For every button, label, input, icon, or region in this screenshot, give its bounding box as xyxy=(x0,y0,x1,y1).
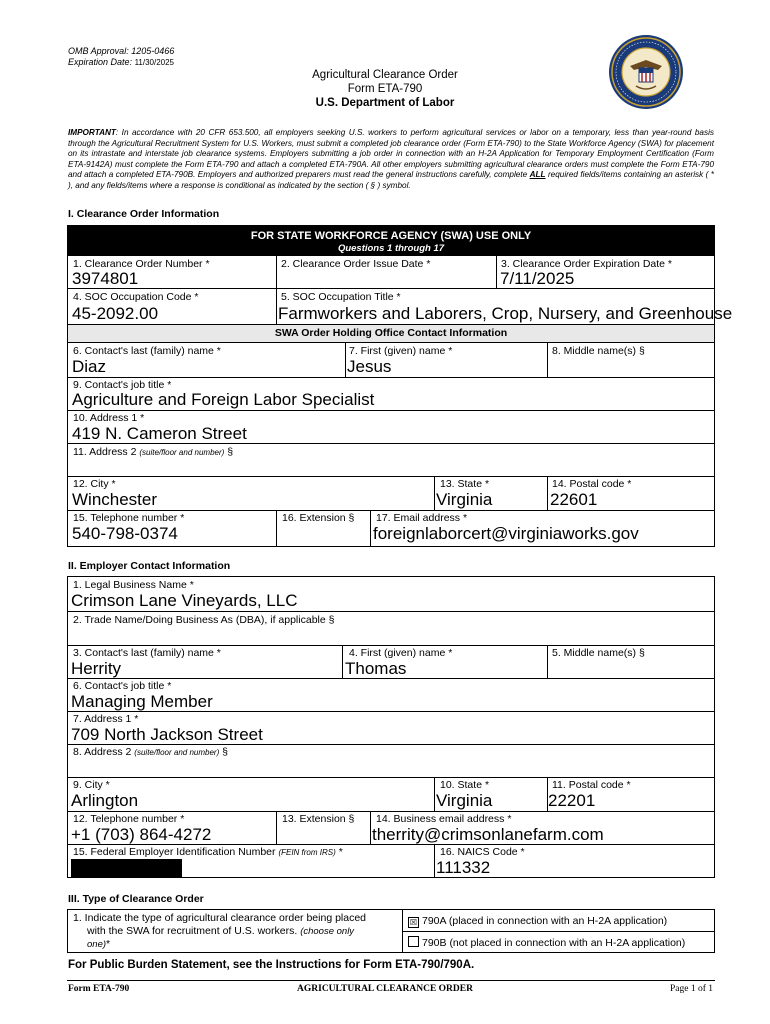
city[interactable]: Winchester xyxy=(72,490,158,509)
soc-code-label: 4. SOC Occupation Code * xyxy=(73,291,199,303)
soc-code[interactable]: 45-2092.00 xyxy=(72,304,159,323)
address1[interactable]: 419 N. Cameron Street xyxy=(72,424,247,443)
issue-date-label: 2. Clearance Order Issue Date * xyxy=(281,258,431,270)
employer-address1-label: 7. Address 1 * xyxy=(73,713,139,725)
employer-job-title-label: 6. Contact's job title * xyxy=(73,680,172,692)
contact-first-name[interactable]: Jesus xyxy=(347,357,392,376)
contact-job-title-label: 9. Contact's job title * xyxy=(73,379,172,391)
employer-postal-code[interactable]: 22201 xyxy=(548,791,596,810)
extension-label: 16. Extension § xyxy=(282,512,355,524)
legal-business-name-label: 1. Legal Business Name * xyxy=(73,579,194,591)
employer-address1[interactable]: 709 North Jackson Street xyxy=(71,725,263,744)
employer-state[interactable]: Virginia xyxy=(436,791,493,810)
expiration: Expiration Date: 11/30/2025 xyxy=(68,57,175,67)
dba-label: 2. Trade Name/Doing Business As (DBA), if applicable § xyxy=(73,614,335,626)
expiration-date-field[interactable]: 7/11/2025 xyxy=(500,269,575,288)
omb-approval: OMB Approval: 1205-0466 xyxy=(68,46,175,56)
title-line2: Form ETA-790 xyxy=(347,83,423,95)
fein-redacted xyxy=(71,859,182,877)
address1-label: 10. Address 1 * xyxy=(73,412,145,424)
soc-title-label: 5. SOC Occupation Title * xyxy=(281,291,401,303)
state-label: 13. State * xyxy=(440,478,490,490)
swa-bar: FOR STATE WORKFORCE AGENCY (SWA) USE ONLY Questions 1 through 17 xyxy=(68,226,714,256)
business-email[interactable]: therrity@crimsonlanefarm.com xyxy=(372,825,604,844)
employer-first-name[interactable]: Thomas xyxy=(345,659,407,678)
naics-code[interactable]: 111332 xyxy=(436,858,491,877)
footer-form-id: Form ETA-790 xyxy=(68,984,130,994)
important-notice: IMPORTANT: In accordance with 20 CFR 653.500, all employers seeking U.S. workers to perform agricultural services or labor on a temporary, less than year-round basis through the Agricultural Recruitment System for U.S. Workers, must submit a completed job clearance order (Form ETA-790) to the State Workforce Agency (SWA) for placement on its intrastate and interstate job clearance systems. Employers submitting a job order in connection with an H-2A Application for Temporary Employment Certification (Form ETA-9142A) must complete the Form ETA-790 and attach a completed ETA-790A. All other employers submitting agricultural clearance orders must complete the Form ETA-790 and attach a completed ETA-790B. Employers and authorized preparers must read the general instructions carefully, complete ALL required fields/items containing an asterisk ( * ), and any fields/items where a response is conditional as indicated by the section ( § ) symbol. xyxy=(68,128,714,190)
burden-statement: For Public Burden Statement, see the Instructions for Form ETA-790/790A. xyxy=(68,959,475,971)
telephone[interactable]: 540-798-0374 xyxy=(72,524,178,543)
employer-city-label: 9. City * xyxy=(73,779,110,791)
contact-first-name-label: 7. First (given) name * xyxy=(349,345,453,357)
office-bar: SWA Order Holding Office Contact Information xyxy=(68,325,714,342)
contact-job-title[interactable]: Agriculture and Foreign Labor Specialist xyxy=(72,390,375,409)
employer-first-name-label: 4. First (given) name * xyxy=(349,647,453,659)
employer-extension-label: 13. Extension § xyxy=(282,813,355,825)
employer-telephone[interactable]: +1 (703) 864-4272 xyxy=(71,825,212,844)
email[interactable]: foreignlaborcert@virginiaworks.gov xyxy=(373,524,639,543)
city-label: 12. City * xyxy=(73,478,116,490)
employer-middle-name-label: 5. Middle name(s) § xyxy=(552,647,645,659)
section2-heading: II. Employer Contact Information xyxy=(68,560,231,572)
employer-postal-code-label: 11. Postal code * xyxy=(552,779,631,791)
clearance-type-question: 1. Indicate the type of agricultural clearance order being placed with the SWA for recruitment of U.S. workers. (choose only one)* xyxy=(73,912,367,950)
section3-heading: III. Type of Clearance Order xyxy=(68,893,204,905)
legal-business-name[interactable]: Crimson Lane Vineyards, LLC xyxy=(71,591,298,610)
telephone-label: 15. Telephone number * xyxy=(73,512,185,524)
section2-table xyxy=(67,576,715,878)
contact-middle-name-label: 8. Middle name(s) § xyxy=(552,345,645,357)
clearance-order-number-label: 1. Clearance Order Number * xyxy=(73,258,210,270)
option-790a-checkbox[interactable]: ☒ xyxy=(409,918,418,927)
title-line1: Agricultural Clearance Order xyxy=(312,69,458,81)
section1-table xyxy=(67,225,733,547)
employer-last-name-label: 3. Contact's last (family) name * xyxy=(73,647,221,659)
footer-title: AGRICULTURAL CLEARANCE ORDER xyxy=(297,984,473,994)
fein-label: 15. Federal Employer Identification Number (FEIN from IRS) * xyxy=(73,846,343,858)
employer-last-name[interactable]: Herrity xyxy=(71,659,122,678)
employer-state-label: 10. State * xyxy=(440,779,490,791)
dol-seal-icon xyxy=(608,34,684,110)
employer-telephone-label: 12. Telephone number * xyxy=(73,813,185,825)
business-email-label: 14. Business email address * xyxy=(376,813,512,825)
option-790b[interactable]: 790B (not placed in connection with an H-2A application) xyxy=(408,936,685,949)
contact-last-name[interactable]: Diaz xyxy=(72,357,107,376)
contact-last-name-label: 6. Contact's last (family) name * xyxy=(73,345,221,357)
address2-label: 11. Address 2 (suite/floor and number) § xyxy=(73,446,234,458)
title-line3: U.S. Department of Labor xyxy=(315,97,455,109)
omb-block xyxy=(68,46,174,68)
naics-label: 16. NAICS Code * xyxy=(440,846,525,858)
option-790a[interactable]: ☒ 790A (placed in connection with an H-2A application) xyxy=(409,915,668,927)
employer-city[interactable]: Arlington xyxy=(71,791,139,810)
expiration-date: 11/30/2025 xyxy=(134,58,175,67)
soc-title[interactable]: Farmworkers and Laborers, Crop, Nursery, and Greenhouse xyxy=(278,304,733,323)
expiration-date-label: 3. Clearance Order Expiration Date * xyxy=(501,258,672,270)
employer-address2-label: 8. Address 2 (suite/floor and number) § xyxy=(73,746,228,758)
footer-page: Page 1 of 1 xyxy=(669,984,713,994)
employer-job-title[interactable]: Managing Member xyxy=(71,692,213,711)
section1-heading: I. Clearance Order Information xyxy=(68,208,220,220)
postal-code-label: 14. Postal code * xyxy=(552,478,632,490)
option-790b-checkbox[interactable] xyxy=(408,936,419,947)
state[interactable]: Virginia xyxy=(436,490,493,509)
clearance-order-number[interactable]: 3974801 xyxy=(72,269,139,288)
section3-table xyxy=(67,909,715,953)
postal-code[interactable]: 22601 xyxy=(550,490,598,509)
email-label: 17. Email address * xyxy=(376,512,468,524)
